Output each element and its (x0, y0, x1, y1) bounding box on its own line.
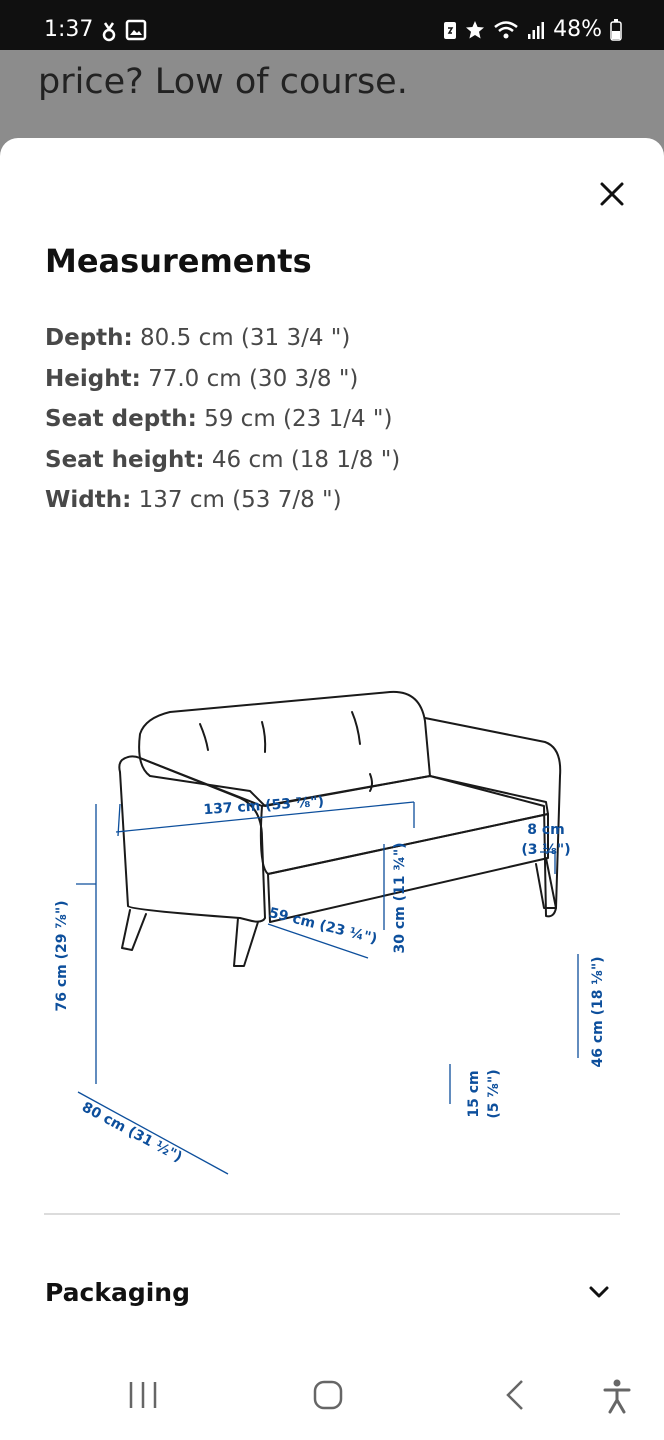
measurement-row: Depth: 80.5 cm (31 3/4 ") (45, 325, 351, 351)
notification-icon (102, 20, 116, 42)
measurement-row: Width: 137 cm (53 7/8 ") (45, 487, 342, 513)
diagram-label-back-height: 30 cm (11 ¾") (392, 842, 408, 954)
accessibility-button[interactable] (602, 1378, 632, 1418)
background-page (0, 50, 664, 150)
recent-apps-button[interactable] (128, 1378, 158, 1416)
chevron-down-icon (587, 1280, 611, 1304)
diagram-label-depth: 80 cm (31 ½") (79, 1099, 185, 1166)
measurements-sheet (0, 138, 664, 1440)
packaging-label: Packaging (45, 1278, 190, 1307)
diagram-label-seat-depth: 59 cm (23 ¼") (267, 904, 379, 948)
gallery-icon (126, 20, 146, 40)
battery-saver-icon (443, 20, 457, 40)
divider (44, 1213, 620, 1215)
status-time: 1:37 (44, 17, 94, 42)
diagram-label-leg-height: 15 cm (466, 1070, 482, 1118)
close-button[interactable] (594, 176, 630, 212)
battery-percent: 48% (553, 17, 602, 42)
home-icon (312, 1378, 344, 1412)
diagram-label-arm-width: 8 cm (527, 822, 565, 838)
measurements-list (45, 318, 400, 521)
diagram-label-seat-height: 46 cm (18 ⅛") (590, 956, 606, 1068)
battery-icon (610, 19, 622, 41)
measurement-row: Seat height: 46 cm (18 1/8 ") (45, 446, 401, 473)
sofa-dimension-diagram (0, 626, 664, 1166)
diagram-label-leg-height-inch: (5 ⅞") (486, 1069, 502, 1119)
signal-icon (527, 20, 545, 40)
measurement-row: Seat depth: 59 cm (23 1/4 ") (45, 406, 393, 432)
back-icon (502, 1378, 528, 1412)
packaging-accordion[interactable] (45, 1274, 621, 1318)
background-text: price? Low of course. (38, 62, 408, 102)
wifi-icon (493, 20, 519, 40)
accessibility-icon (602, 1378, 632, 1414)
sheet-title: Measurements (45, 242, 312, 280)
star-icon (465, 20, 485, 40)
diagram-label-height: 76 cm (29 ⅞") (54, 900, 70, 1012)
navigation-bar (0, 1350, 664, 1440)
close-icon (594, 176, 630, 212)
diagram-label-width: 137 cm (53 ⅞") (202, 793, 325, 819)
measurement-row: Height: 77.0 cm (30 3/8 ") (45, 365, 359, 392)
back-button[interactable] (502, 1378, 528, 1416)
diagram-label-arm-width-inch: (3 ⅛") (521, 842, 571, 858)
recent-apps-icon (128, 1378, 158, 1412)
home-button[interactable] (312, 1378, 344, 1416)
status-bar (0, 0, 664, 50)
